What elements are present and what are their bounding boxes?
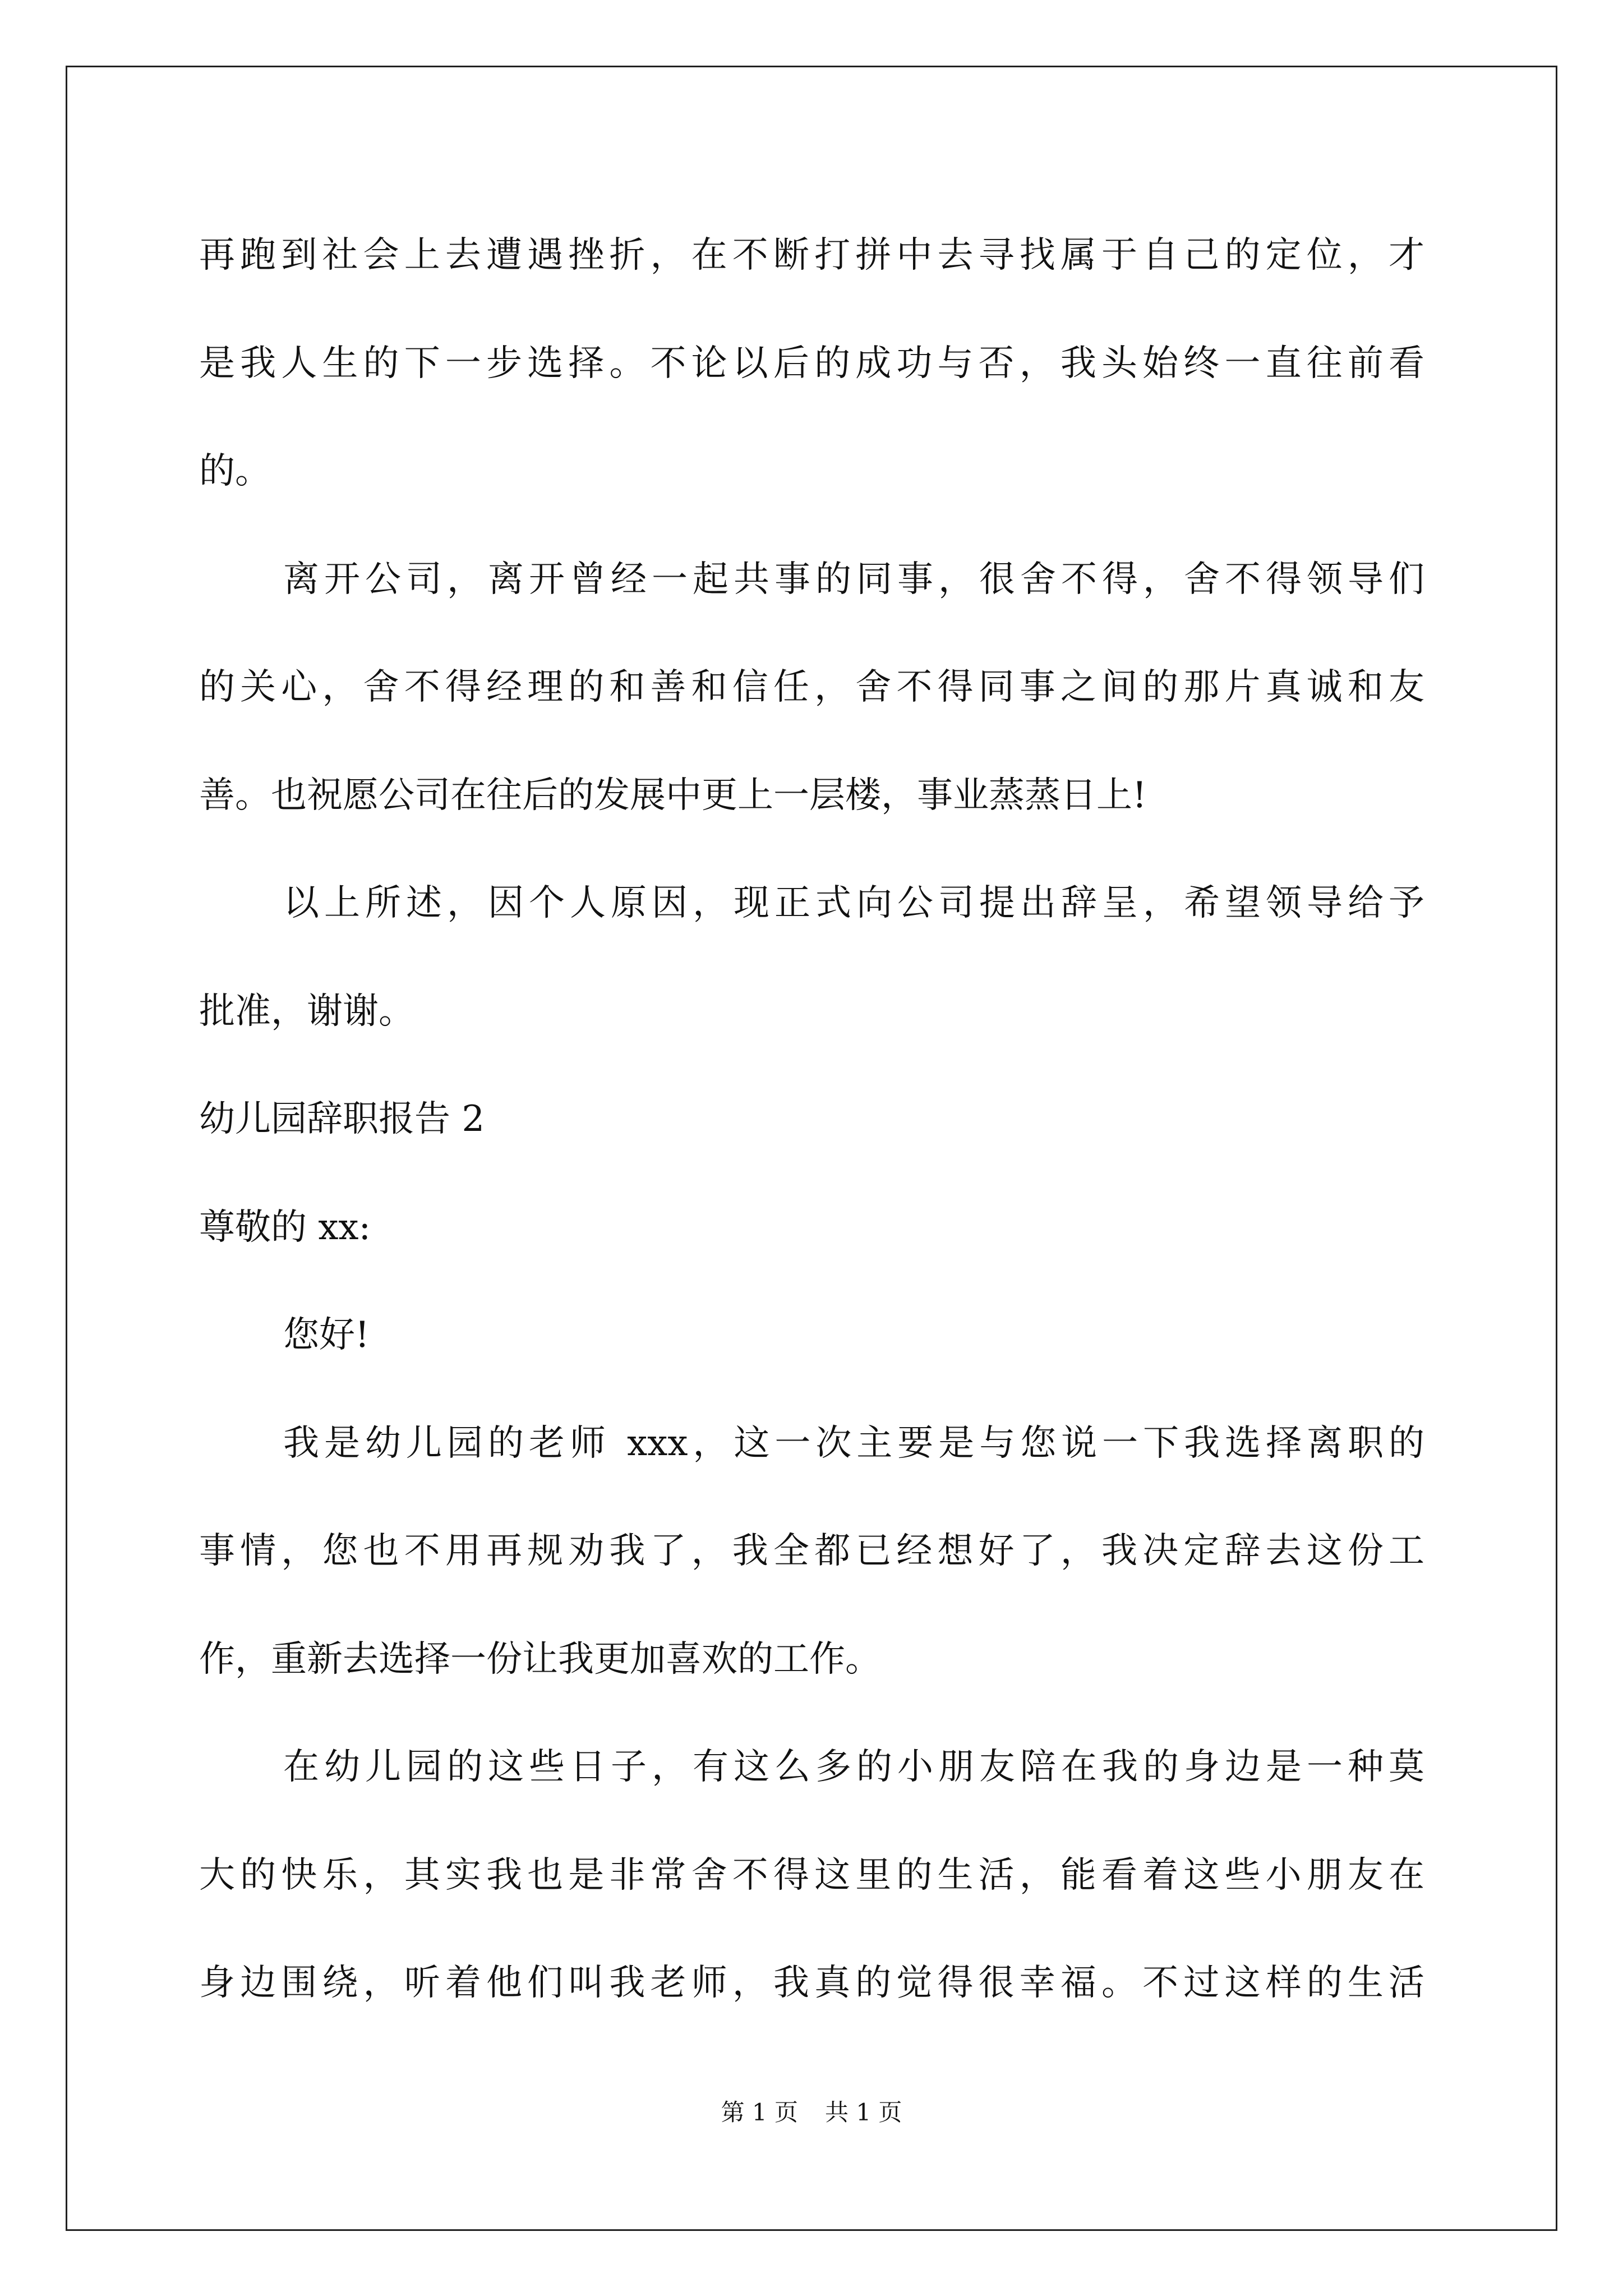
greeting: 您好! [283, 1314, 370, 1356]
section-heading: 幼儿园辞职报告 2 [199, 1098, 485, 1140]
page-number-current: 第 1 页 [721, 2099, 798, 2126]
text-line: 批准，谢谢。 [199, 990, 414, 1032]
text-line: 作，重新去选择一份让我更加喜欢的工作。 [199, 1638, 881, 1680]
text-line: 大的快乐，其实我也是非常舍不得这里的生活，能看着这些小朋友在 [199, 1854, 1424, 1896]
text-line: 身边围绕，听着他们叫我老师，我真的觉得很幸福。不过这样的生活 [199, 1962, 1424, 2004]
paragraph-first-line: 离开公司，离开曾经一起共事的同事，很舍不得，舍不得领导们 [283, 558, 1424, 600]
page-number-total: 共 1 页 [825, 2099, 902, 2126]
page-footer [0, 2096, 1623, 2129]
text-line: 的关心，舍不得经理的和善和信任，舍不得同事之间的那片真诚和友 [199, 666, 1424, 708]
paragraph-first-line: 我是幼儿园的老师 xxx，这一次主要是与您说一下我选择离职的 [283, 1422, 1424, 1464]
document-body [199, 213, 1424, 2049]
salutation: 尊敬的 xx: [199, 1206, 371, 1248]
text-line: 善。也祝愿公司在往后的发展中更上一层楼，事业蒸蒸日上! [199, 774, 1147, 816]
text-line: 是我人生的下一步选择。不论以后的成功与否，我头始终一直往前看 [199, 342, 1424, 384]
text-line: 的。 [199, 450, 271, 492]
paragraph-first-line: 在幼儿园的这些日子，有这么多的小朋友陪在我的身边是一种莫 [283, 1746, 1424, 1788]
text-line: 再跑到社会上去遭遇挫折，在不断打拼中去寻找属于自己的定位，才 [199, 234, 1424, 276]
text-line: 事情，您也不用再规劝我了，我全都已经想好了，我决定辞去这份工 [199, 1530, 1424, 1572]
paragraph-first-line: 以上所述，因个人原因，现正式向公司提出辞呈，希望领导给予 [283, 882, 1424, 924]
